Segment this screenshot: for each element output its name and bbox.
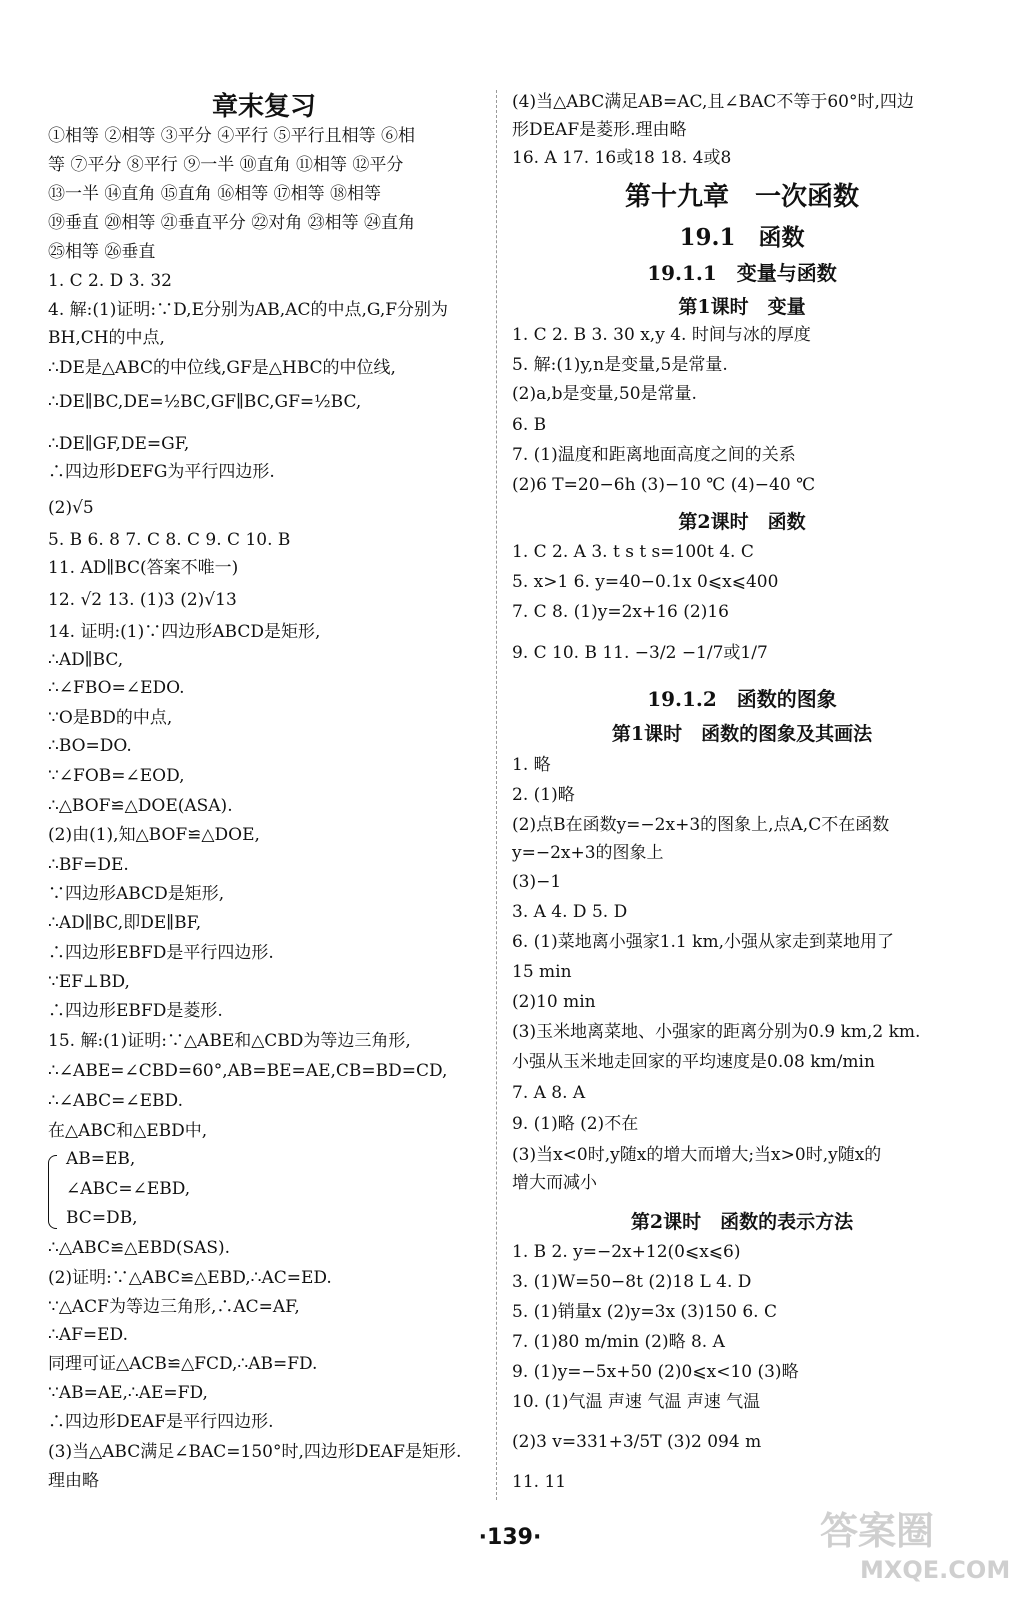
answer-line: ∴△ABC≌△EBD(SAS). bbox=[48, 1238, 231, 1258]
answer-line: 1. C 2. D 3. 32 bbox=[48, 271, 172, 291]
answer-line: 14. 证明:(1)∵四边形ABCD是矩形, bbox=[48, 622, 321, 642]
answer-line: (2)√5 bbox=[48, 498, 94, 518]
chapter-heading: 第十九章 一次函数 bbox=[624, 182, 859, 212]
answer-line: 增大而减小 bbox=[512, 1173, 597, 1193]
answer-line: 16. A 17. 16或18 18. 4或8 bbox=[512, 148, 732, 168]
answer-line: (2)a,b是变量,50是常量. bbox=[512, 384, 697, 404]
answer-line: ∴∠FBO=∠EDO. bbox=[48, 678, 185, 698]
answer-line: 9. C 10. B 11. −3/2 −1/7或1/7 bbox=[512, 643, 768, 663]
answer-line: 1. C 2. A 3. t s t s=100t 4. C bbox=[512, 542, 754, 562]
answer-line: (2)由(1),知△BOF≌△DOE, bbox=[48, 825, 260, 845]
answer-line: (3)当x<0时,y随x的增大而增大;当x>0时,y随x的 bbox=[512, 1145, 882, 1165]
answer-line: 9. (1)y=−5x+50 (2)0⩽x<10 (3)略 bbox=[512, 1362, 799, 1382]
answer-line: ∴AD∥BC,即DE∥BF, bbox=[48, 913, 202, 933]
lesson-heading-2: 第2课时 函数 bbox=[678, 511, 806, 533]
answer-line: ∴BF=DE. bbox=[48, 855, 129, 875]
answer-line: 理由略 bbox=[48, 1471, 99, 1491]
system-brace bbox=[48, 1155, 57, 1229]
answer-line: ∴DE∥GF,DE=GF, bbox=[48, 434, 190, 454]
answer-line: 12. √2 13. (1)3 (2)√13 bbox=[48, 590, 237, 610]
answer-line: (2)6 T=20−6h (3)−10 ℃ (4)−40 ℃ bbox=[512, 475, 816, 495]
answer-line: ∵EF⊥BD, bbox=[48, 972, 130, 992]
answer-line: ㉕相等 ㉖垂直 bbox=[48, 242, 156, 262]
answer-line: 11. AD∥BC(答案不唯一) bbox=[48, 558, 239, 578]
answer-line: 在△ABC和△EBD中, bbox=[48, 1121, 208, 1141]
answer-line: BC=DB, bbox=[66, 1208, 138, 1228]
left-title: 章末复习 bbox=[211, 92, 316, 122]
watermark-logo bbox=[820, 1500, 1011, 1590]
lesson-heading-1: 第1课时 变量 bbox=[678, 296, 806, 318]
answer-line: ∵AB=AE,∴AE=FD, bbox=[48, 1383, 208, 1403]
answer-line: 形DEAF是菱形.理由略 bbox=[512, 120, 687, 140]
answer-line: 15. 解:(1)证明:∵△ABE和△CBD为等边三角形, bbox=[48, 1031, 411, 1051]
answer-line: 1. C 2. B 3. 30 x,y 4. 时间与冰的厚度 bbox=[512, 325, 811, 345]
answer-line: BH,CH的中点, bbox=[48, 328, 165, 348]
subsection-heading-1: 19.1.1 变量与函数 bbox=[647, 261, 837, 285]
answer-line: 4. 解:(1)证明:∵D,E分别为AB,AC的中点,G,F分别为 bbox=[48, 300, 449, 320]
answer-line: 3. (1)W=50−8t (2)18 L 4. D bbox=[512, 1272, 752, 1292]
answer-line: (3)−1 bbox=[512, 872, 562, 892]
answer-line: 7. C 8. (1)y=2x+16 (2)16 bbox=[512, 602, 729, 622]
answer-line: ∵∠FOB=∠EOD, bbox=[48, 766, 185, 786]
answer-line: ①相等 ②相等 ③平分 ④平行 ⑤平行且相等 ⑥相 bbox=[48, 126, 416, 146]
lesson-heading-4: 第2课时 函数的表示方法 bbox=[630, 1211, 854, 1233]
answer-line: ∴DE∥BC,DE=½BC,GF∥BC,GF=½BC, bbox=[48, 392, 362, 412]
section-heading: 19.1 函数 bbox=[679, 224, 805, 251]
answer-line: 3. A 4. D 5. D bbox=[512, 902, 628, 922]
answer-line: ∴四边形EBFD是平行四边形. bbox=[48, 943, 274, 963]
answer-line: (2)证明:∵△ABC≌△EBD,∴AC=ED. bbox=[48, 1268, 332, 1288]
answer-line: ⑬一半 ⑭直角 ⑮直角 ⑯相等 ⑰相等 ⑱相等 bbox=[48, 184, 382, 204]
answer-line: ∴AF=ED. bbox=[48, 1325, 128, 1345]
column-divider bbox=[496, 90, 497, 1500]
subsection-heading-2: 19.1.2 函数的图象 bbox=[647, 687, 837, 711]
answer-line: ⑲垂直 ⑳相等 ㉑垂直平分 ㉒对角 ㉓相等 ㉔直角 bbox=[48, 213, 416, 233]
answer-line: 10. (1)气温 声速 气温 声速 气温 bbox=[512, 1392, 761, 1412]
answer-line: 1. B 2. y=−2x+12(0⩽x⩽6) bbox=[512, 1242, 741, 1262]
answer-line: ∵△ACF为等边三角形,∴AC=AF, bbox=[48, 1297, 300, 1317]
answer-line: ∴DE是△ABC的中位线,GF是△HBC的中位线, bbox=[48, 358, 396, 378]
watermark-text: 答案圈 bbox=[820, 1509, 935, 1553]
answer-line: 9. (1)略 (2)不在 bbox=[512, 1114, 639, 1134]
answer-line: 小强从玉米地走回家的平均速度是0.08 km/min bbox=[512, 1052, 875, 1072]
answer-line: (2)点B在函数y=−2x+3的图象上,点A,C不在函数 bbox=[512, 815, 890, 835]
answer-line: 6. (1)菜地离小强家1.1 km,小强从家走到菜地用了 bbox=[512, 932, 894, 952]
answer-line: (2)10 min bbox=[512, 992, 596, 1012]
answer-line: ∵O是BD的中点, bbox=[48, 708, 173, 728]
answer-line: 5. B 6. 8 7. C 8. C 9. C 10. B bbox=[48, 530, 291, 550]
answer-line: 5. 解:(1)y,n是变量,5是常量. bbox=[512, 355, 728, 375]
answer-line: (3)当△ABC满足∠BAC=150°时,四边形DEAF是矩形. bbox=[48, 1442, 462, 1462]
answer-line: 6. B bbox=[512, 415, 547, 435]
answer-line: (3)玉米地离菜地、小强家的距离分别为0.9 km,2 km. bbox=[512, 1022, 921, 1042]
page-number: ·139· bbox=[478, 1525, 542, 1550]
answer-line: 7. (1)80 m/min (2)略 8. A bbox=[512, 1332, 725, 1352]
answer-line: ∠ABC=∠EBD, bbox=[66, 1179, 191, 1199]
answer-line: (2)3 v=331+3/5T (3)2 094 m bbox=[512, 1432, 762, 1452]
answer-line: 2. (1)略 bbox=[512, 785, 575, 805]
answer-line: (4)当△ABC满足AB=AC,且∠BAC不等于60°时,四边 bbox=[512, 92, 914, 112]
answer-line: ∴四边形EBFD是菱形. bbox=[48, 1001, 223, 1021]
lesson-heading-3: 第1课时 函数的图象及其画法 bbox=[611, 723, 873, 745]
answer-line: 7. (1)温度和距离地面高度之间的关系 bbox=[512, 445, 796, 465]
answer-line: ∵四边形ABCD是矩形, bbox=[48, 884, 225, 904]
answer-line: 5. (1)销量x (2)y=3x (3)150 6. C bbox=[512, 1302, 777, 1322]
answer-line: AB=EB, bbox=[66, 1149, 136, 1169]
answer-line: ∴∠ABC=∠EBD. bbox=[48, 1091, 183, 1111]
answer-line: 同理可证△ACB≌△FCD,∴AB=FD. bbox=[48, 1354, 318, 1374]
answer-line: ∴AD∥BC, bbox=[48, 650, 124, 670]
answer-line: 1. 略 bbox=[512, 755, 551, 775]
answer-line: 7. A 8. A bbox=[512, 1083, 586, 1103]
answer-line: 15 min bbox=[512, 962, 572, 982]
answer-line: 5. x>1 6. y=40−0.1x 0⩽x⩽400 bbox=[512, 572, 779, 592]
watermark-url: MXQE.COM bbox=[860, 1556, 1011, 1584]
answer-line: ∴四边形DEFG为平行四边形. bbox=[48, 462, 275, 482]
answer-line: ∴∠ABE=∠CBD=60°,AB=BE=AE,CB=BD=CD, bbox=[48, 1061, 448, 1081]
answer-line: 等 ⑦平分 ⑧平行 ⑨一半 ⑩直角 ⑪相等 ⑫平分 bbox=[48, 155, 404, 175]
answer-line: ∴四边形DEAF是平行四边形. bbox=[48, 1412, 274, 1432]
answer-line: 11. 11 bbox=[512, 1472, 567, 1492]
answer-line: ∴BO=DO. bbox=[48, 736, 132, 756]
answer-line: ∴△BOF≌△DOE(ASA). bbox=[48, 796, 233, 816]
answer-line: y=−2x+3的图象上 bbox=[512, 843, 664, 863]
